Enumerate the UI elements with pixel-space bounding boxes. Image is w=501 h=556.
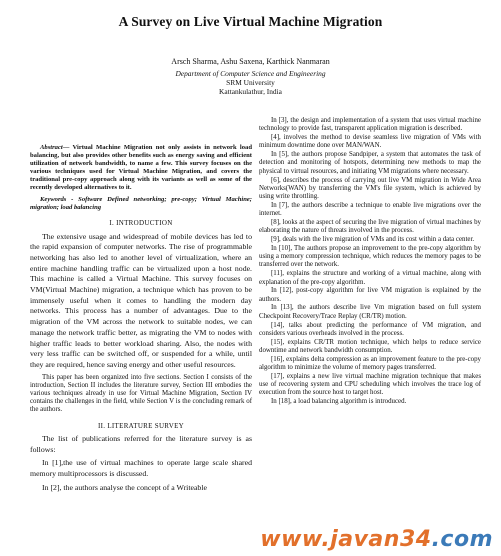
- university: SRM University: [226, 78, 275, 87]
- paragraph-ref-4: [4], involves the method to devise seamless live migration of VMs with minimum downtime done over MAN/WAN.: [259, 134, 481, 150]
- paper-title: A Survey on Live Virtual Machine Migration: [118, 14, 383, 29]
- paragraph-lit-intro: The list of publications referred for the literature survey is as follows:: [30, 433, 252, 454]
- paragraph-ref-9: [9], deals with the live migration of VMs and its cost within a data center.: [271, 236, 475, 244]
- paragraph-ref-15: [15], explains CR/TR motion technique, which helps to reduce service downtime and network bandwidth consumption.: [259, 338, 481, 354]
- paragraph-ref-11: [11], explains the structure and working of a virtual machine, along with explanation of the pre-copy algorithm.: [259, 270, 481, 286]
- section-heading-introduction: I. INTRODUCTION: [109, 219, 173, 228]
- paragraph-organization: This paper has been organized into five sections. Section I consists of the introduction, Section II includes the literature survey, Section III embodies the various techniques already in use for Virtual Machine Migration, Section IV contains the challenges in the field, while Section V is the concluding remark of the authors.: [30, 373, 252, 414]
- paragraph-ref-3: In [3], the design and implementation of a system that uses virtual machine technology to provide fast, transparent application migration is described.: [259, 117, 481, 133]
- department: Department of Computer Science and Engineering: [175, 69, 326, 78]
- left-column: [30, 144, 252, 493]
- paragraph-ref-5: In [5], the authors propose Sandpiper, a system that automates the task of detection and monitoring of hotspots, determining new methods to map the physical to virtual resources, and initiating VM migrations where necessary.: [259, 151, 481, 175]
- abstract: [30, 144, 252, 191]
- affiliation: [0, 69, 501, 96]
- paragraph-ref-14: [14], talks about predicting the performance of VM migration, and considers various overheads involved in the process.: [259, 321, 481, 337]
- section-heading-literature-survey: II. LITERATURE SURVEY: [97, 421, 185, 430]
- paragraph-ref-8: [8], looks at the aspect of securing the live migration of virtual machines by elaborating the nature of threats involved in the process.: [259, 218, 481, 235]
- abstract-body: — Virtual Machine Migration not only assists in network load balancing, but also provides other benefits such as energy saving and efficient utilization of network bandwidth, to name a few. This survey focuses on the various techniques used for Virtual Machine Migration, and covers the traditional pre-copy approach along with its variants as well as some of the recently developed alternatives to it.: [30, 144, 252, 191]
- paragraph-ref-18: In [18], a load balancing algorithm is introduced.: [271, 398, 407, 406]
- paragraph-ref-7: In [7], the authors describe a technique to enable live migrations over the internet.: [259, 201, 481, 218]
- paragraph-ref-10: In [10], The authors propose an improvement to the pre-copy algorithm by using a memory compression technique, which reduces the memory pages to be transferred over the network.: [259, 244, 481, 269]
- watermark-text: www.javan34: [260, 527, 432, 552]
- paragraph-lit-1: In [1],the use of virtual machines to operate large scale shared memory multiprocessors is discussed.: [30, 458, 252, 479]
- watermark-domain: .com: [431, 527, 493, 552]
- paragraph-lit-2: In [2], the authors analyse the concept of a Writeable: [42, 482, 207, 492]
- author-list: Arsch Sharma, Ashu Saxena, Karthick Nanmaran: [171, 57, 330, 66]
- paragraph-ref-16: [16], explains delta compression as an improvement feature to the pre-copy algorithm to minimize the volume of memory pages transferred.: [259, 355, 481, 371]
- keywords: Keywords - Software Defined networking; pre-copy; Virtual Machine; migration; load balancing: [30, 196, 252, 212]
- paragraph-ref-17: [17], explains a new live virtual machine migration technique that makes use of recovering system and CPU scheduling which involves the trace log of execution from the source host to target host.: [259, 372, 481, 397]
- paragraph-introduction: The extensive usage and widespread of mobile devices has led to the rapid expansion of computer networks. The rise of programmable networking has also led to another level of virtualization, where an entire machine handling traffic can be virtualized upon a host node. This machine is called a Virtual Machine. This survey focuses on VM(Virtual Machine) migration, a technique which has proven to be immensely useful when it comes to handling the modern day networks. This process has a number of advantages. Due to the migration of the VM across the network to suitable nodes, we can manage the network traffic better, as migrating the VM to nodes with higher traffic leads to better workload sharing. Also, the nodes with very less traffic can be switched off, or suspended for a while, until they are required, hence saving energy and other useful resources.: [30, 231, 252, 369]
- paragraph-ref-12: In [12], post-copy algorithm for live VM migration is explained by the authors.: [259, 287, 481, 303]
- location: Kattankulathur, India: [219, 87, 282, 96]
- site-watermark: [260, 527, 493, 552]
- abstract-lead: Abstract: [40, 144, 63, 151]
- paragraph-ref-6: [6], describes the process of carrying out live VM migration in Wide Area Networks(WAN) by transferring the VM's file system, which is achieved by using write throttling.: [259, 176, 481, 201]
- paragraph-ref-13: In [13], the authors describe live Vm migration based on full system Checkpoint Recovery/Trace Replay (CR/TR) motion.: [259, 304, 481, 320]
- right-column: [259, 117, 481, 407]
